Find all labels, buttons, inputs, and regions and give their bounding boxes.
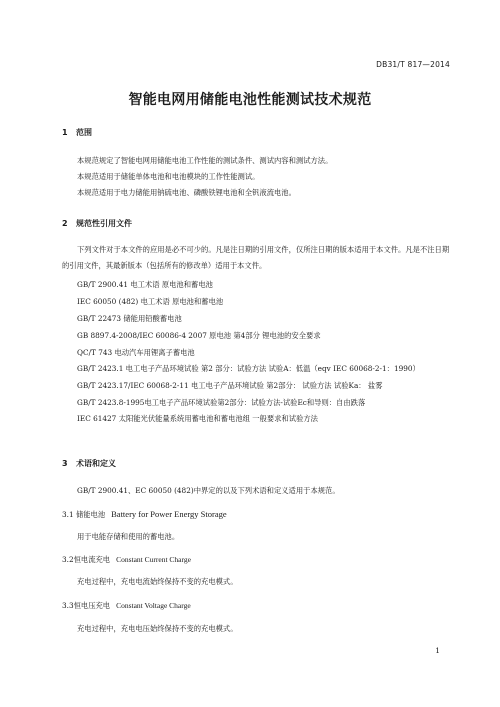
reference-item: QC/T 743 电动汽车用锂离子蓄电池 <box>77 348 195 357</box>
term-number: 3.1 <box>62 510 74 519</box>
term-3-2 <box>62 555 191 565</box>
reference-item: IEC 61427 太阳能光伏能量系统用蓄电池和蓄电池组 一般要求和试验方法 <box>77 414 318 423</box>
section-title: 范围 <box>76 128 92 137</box>
reference-item: GB/T 2423.8-1995电工电子产品环境试验第2部分：试验方法-试验Ec和导则：自由跌落 <box>77 398 366 407</box>
reference-item: IEC 60050 (482) 电工术语 原电池和蓄电池 <box>77 297 224 306</box>
reference-item: GB/T 2423.1 电工电子产品环境试验 第2 部分：试验方法 试验A：低温（eqv IEC 60068-2-1：1990） <box>77 364 420 373</box>
section-title: 术语和定义 <box>76 459 116 468</box>
section-number: 3 <box>62 459 68 468</box>
section-number: 2 <box>62 219 68 228</box>
page-number: 1 <box>435 646 440 655</box>
reference-item: GB/T 22473 储能用铅酸蓄电池 <box>77 314 182 323</box>
reference-item: GB/T 2423.17/IEC 60068-2-11 电工电子产品环境试验 第2部分： 试验方法 试验Ka： 盐雾 <box>77 381 383 390</box>
paragraph: 本规范规定了智能电网用储能电池工作性能的测试条件、测试内容和测试方法。 <box>77 156 333 165</box>
reference-item: GB 8897.4-2008/IEC 60086-4 2007 原电池 第4部分 锂电池的安全要求 <box>77 331 321 340</box>
paragraph: GB/T 2900.41、EC 60050 (482)中界定的以及下列术语和定义适用于本规范。 <box>77 486 340 495</box>
term-en: Constant Current Charge <box>116 555 191 564</box>
term-definition: 充电过程中，充电电压始终保持不变的充电模式。 <box>77 624 238 633</box>
section-number: 1 <box>62 128 68 137</box>
paragraph: 本规范适用于储能单体电池和电池模块的工作性能测试。 <box>77 172 260 181</box>
section-title: 规范性引用文件 <box>76 219 132 228</box>
term-zh: 恒电流充电 <box>73 555 111 564</box>
section-1-heading <box>62 127 92 138</box>
reference-item: GB/T 2900.41 电工术语 原电池和蓄电池 <box>77 280 213 289</box>
term-zh: 恒电压充电 <box>73 601 111 610</box>
paragraph: 本规范适用于电力储能用钠硫电池、磷酸铁锂电池和全钒液流电池。 <box>77 188 296 197</box>
paragraph: 下列文件对于本文件的应用是必不可少的。凡是注日期的引用文件，仅所注日期的版本适用于本文件。凡是不注日期的引用文件，其最新版本（包括所有的修改单）适用于本文件。 <box>62 245 450 270</box>
term-3-3 <box>62 601 191 611</box>
term-number: 3.3 <box>62 601 74 610</box>
term-3-1 <box>62 509 227 520</box>
term-number: 3.2 <box>62 555 74 564</box>
term-zh: 储能电池 <box>75 510 106 519</box>
standard-number: DB31/T 817—2014 <box>376 60 450 69</box>
term-definition: 充电过程中，充电电流始终保持不变的充电模式。 <box>77 577 238 586</box>
term-definition: 用于电能存储和使用的蓄电池。 <box>77 532 180 541</box>
term-en: Battery for Power Energy Storage <box>111 509 227 519</box>
section-3-heading <box>62 458 116 469</box>
section-2-heading <box>62 218 132 229</box>
document-title: 智能电网用储能电池性能测试技术规范 <box>128 92 372 108</box>
term-en: Constant Voltage Charge <box>116 601 191 610</box>
